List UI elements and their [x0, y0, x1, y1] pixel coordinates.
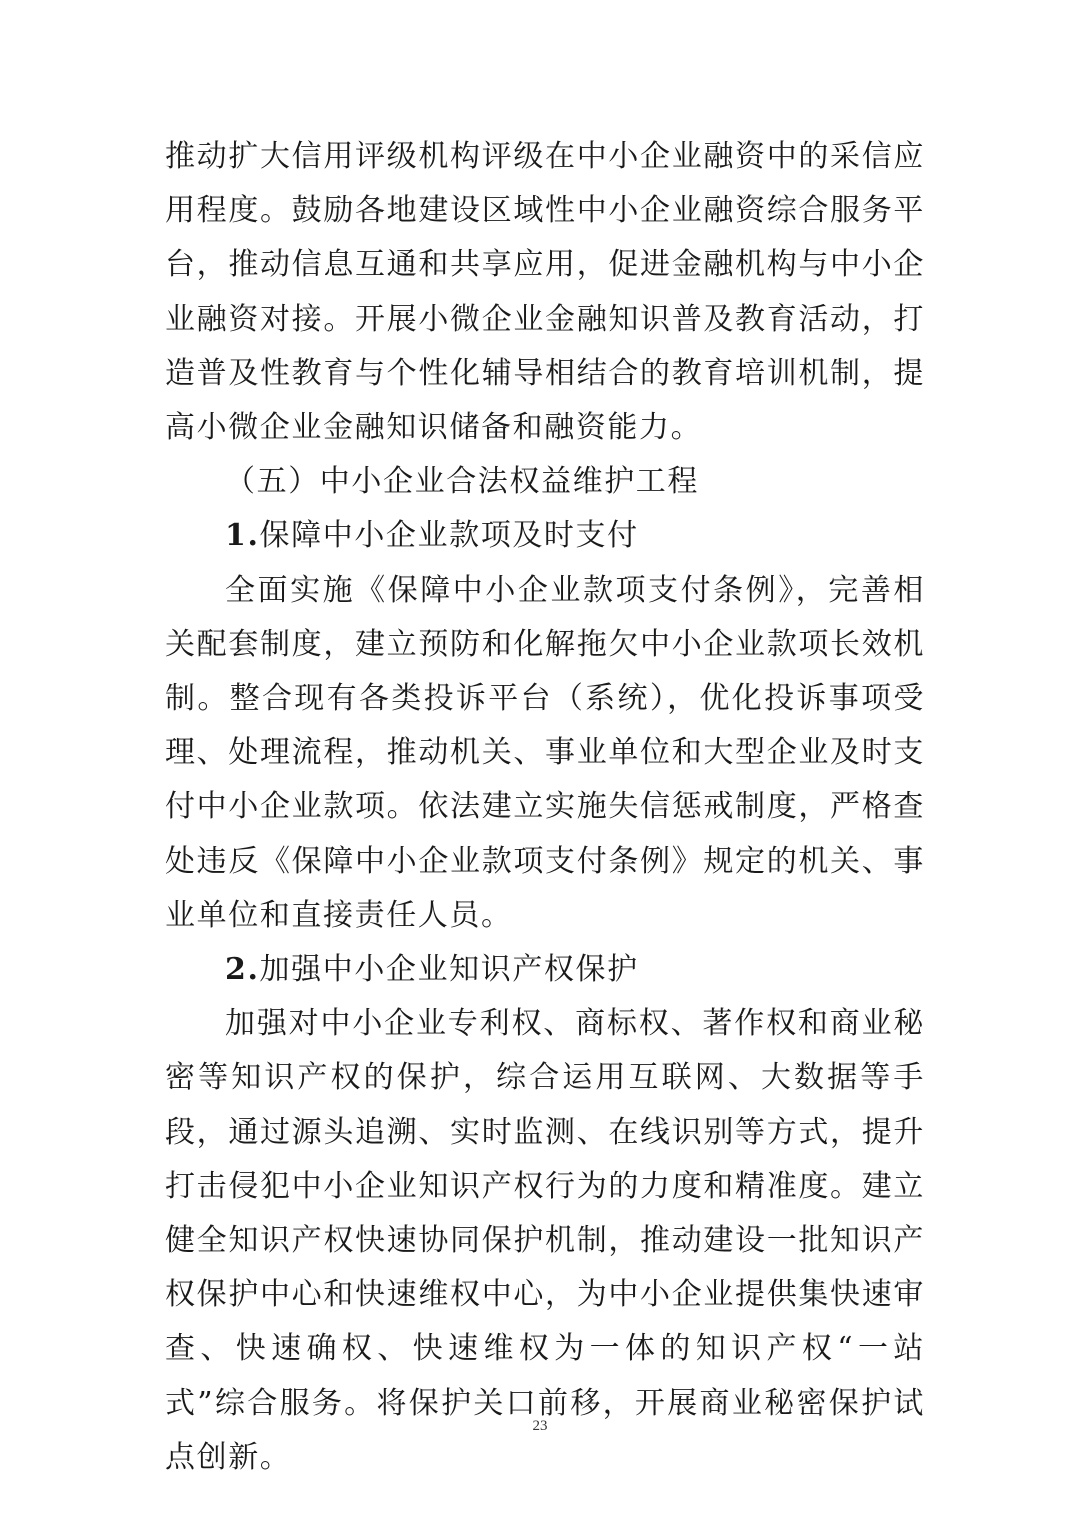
sub-heading-1-number: 1. — [225, 518, 260, 554]
body-paragraph-3: 加强对中小企业专利权、商标权、著作权和商业秘密等知识产权的保护，综合运用互联网、大数据等手段，通过源头追溯、实时监测、在线识别等方式，提升打击侵犯中小企业知识产权行为的力度和精准度。建立健全知识产权快速协同保护机制，推动建设一批知识产权保护中心和快速维权中心，为中小企业提供集快速审查、快速确权、快速维权为一体的知识产权“一站式”综合服务。将保护关口前移，开展商业秘密保护试点创新。 — [165, 1006, 925, 1475]
sub-heading-1 — [165, 509, 925, 563]
page-number: 23 — [532, 1418, 548, 1434]
sub-heading-1-text: 保障中小企业款项及时支付 — [259, 518, 639, 554]
document-page — [165, 130, 925, 1485]
section-heading: （五）中小企业合法权益维护工程 — [225, 464, 699, 500]
body-paragraph-2: 全面实施《保障中小企业款项支付条例》，完善相关配套制度，建立预防和化解拖欠中小企业款项长效机制。整合现有各类投诉平台（系统），优化投诉事项受理、处理流程，推动机关、事业单位和大型企业及时支付中小企业款项。依法建立实施失信惩戒制度，严格查处违反《保障中小企业款项支付条例》规定的机关、事业单位和直接责任人员。 — [165, 572, 925, 933]
sub-heading-2-number: 2. — [225, 952, 260, 988]
sub-heading-2-text: 加强中小企业知识产权保护 — [259, 952, 639, 988]
body-paragraph-1: 推动扩大信用评级机构评级在中小企业融资中的采信应用程度。鼓励各地建设区域性中小企业融资综合服务平台，推动信息互通和共享应用，促进金融机构与中小企业融资对接。开展小微企业金融知识普及教育活动，打造普及性教育与个性化辅导相结合的教育培训机制，提高小微企业金融知识储备和融资能力。 — [165, 139, 925, 446]
sub-heading-2 — [165, 943, 925, 997]
